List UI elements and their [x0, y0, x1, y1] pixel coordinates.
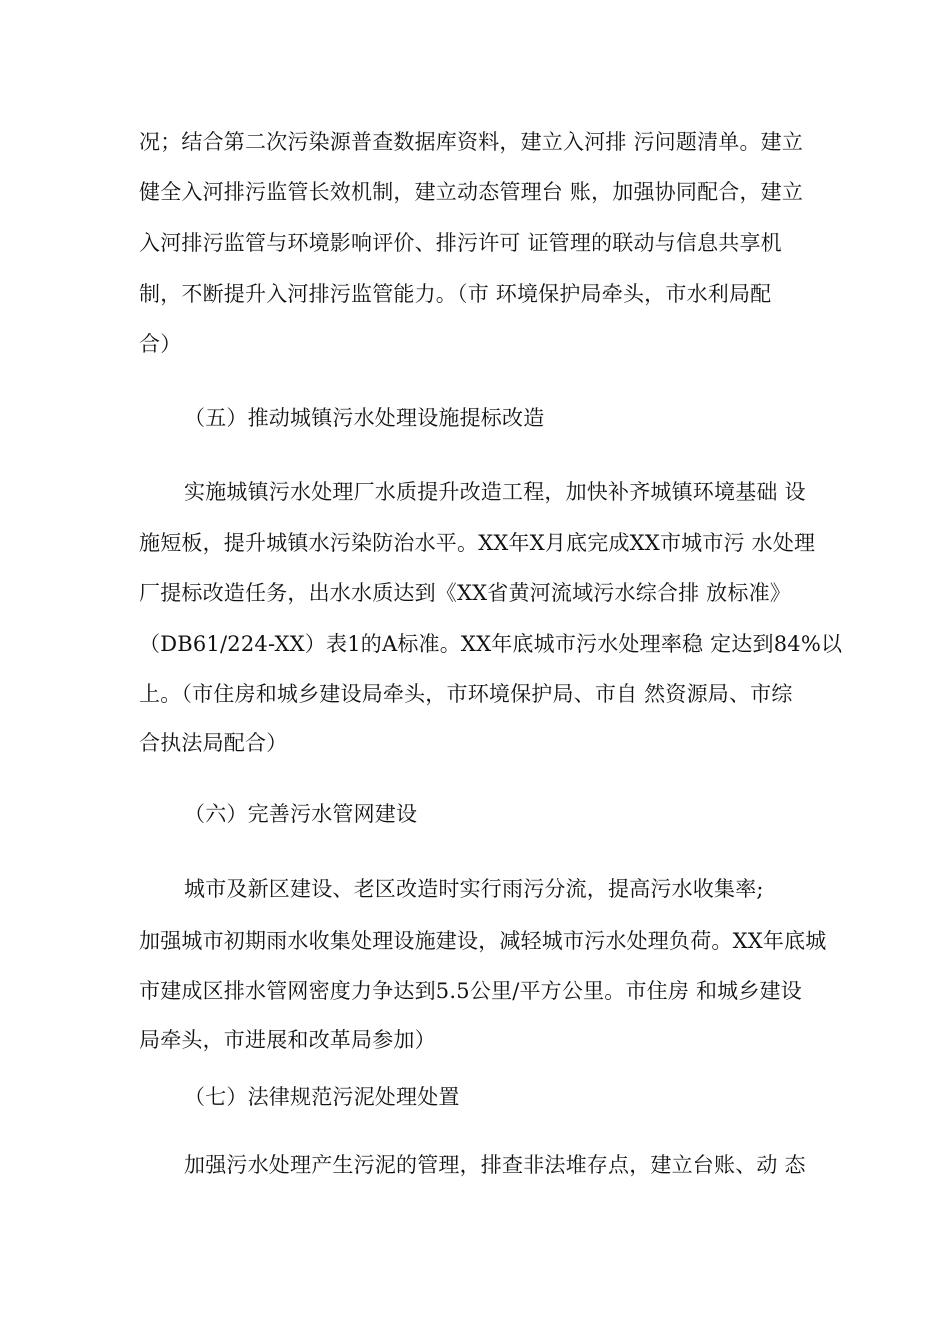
- paragraph-line: 局牵头，市进展和改革局参加）: [139, 1028, 436, 1052]
- paragraph-line: 加强城市初期雨水收集处理设施建设，减轻城市污水处理负荷。XX年底城: [139, 929, 827, 953]
- paragraph-line: 况；结合第二次污染源普查数据库资料，建立入河排 污问题清单。建立: [139, 130, 804, 154]
- paragraph-line: 城市及新区建设、老区改造时实行雨污分流，提高污水收集率;: [184, 877, 764, 901]
- paragraph-line: 上。（市住房和城乡建设局牵头，市环境保护局、市自 然资源局、市综: [139, 682, 793, 706]
- paragraph-line: 加强污水处理产生污泥的管理，排查非法堆存点，建立台账、动 态: [184, 1153, 806, 1177]
- paragraph-line: 厂提标改造任务，出水水质达到《XX省黄河流域污水综合排 放标准》: [139, 581, 791, 605]
- paragraph-line: 施短板，提升城镇水污染防治水平。XX年X月底完成XX市城市污 水处理: [139, 531, 816, 555]
- paragraph-line: 健全入河排污监管长效机制，建立动态管理台 账，加强协同配合，建立: [139, 180, 804, 204]
- paragraph-line: 合）: [139, 332, 182, 356]
- paragraph-line: 市建成区排水管网密度力争达到5.5公里/平方公里。市住房 和城乡建设: [139, 979, 802, 1003]
- section-heading-6: （六）完善污水管网建设: [184, 802, 418, 826]
- paragraph-line: 合执法局配合）: [139, 731, 288, 755]
- paragraph-line: （DB61/224-XX）表1的A标准。XX年底城市污水处理率稳 定达到84%以: [139, 632, 843, 656]
- section-heading-5: （五）推动城镇污水处理设施提标改造: [184, 406, 545, 430]
- paragraph-line: 实施城镇污水处理厂水质提升改造工程，加快补齐城镇环境基础 设: [184, 480, 806, 504]
- paragraph-line: 入河排污监管与环境影响评价、排污许可 证管理的联动与信息共享机: [139, 231, 782, 255]
- section-heading-7: （七）法律规范污泥处理处置: [184, 1085, 460, 1109]
- paragraph-line: 制，不断提升入河排污监管能力。（市 环境保护局牵头，市水利局配: [139, 282, 772, 306]
